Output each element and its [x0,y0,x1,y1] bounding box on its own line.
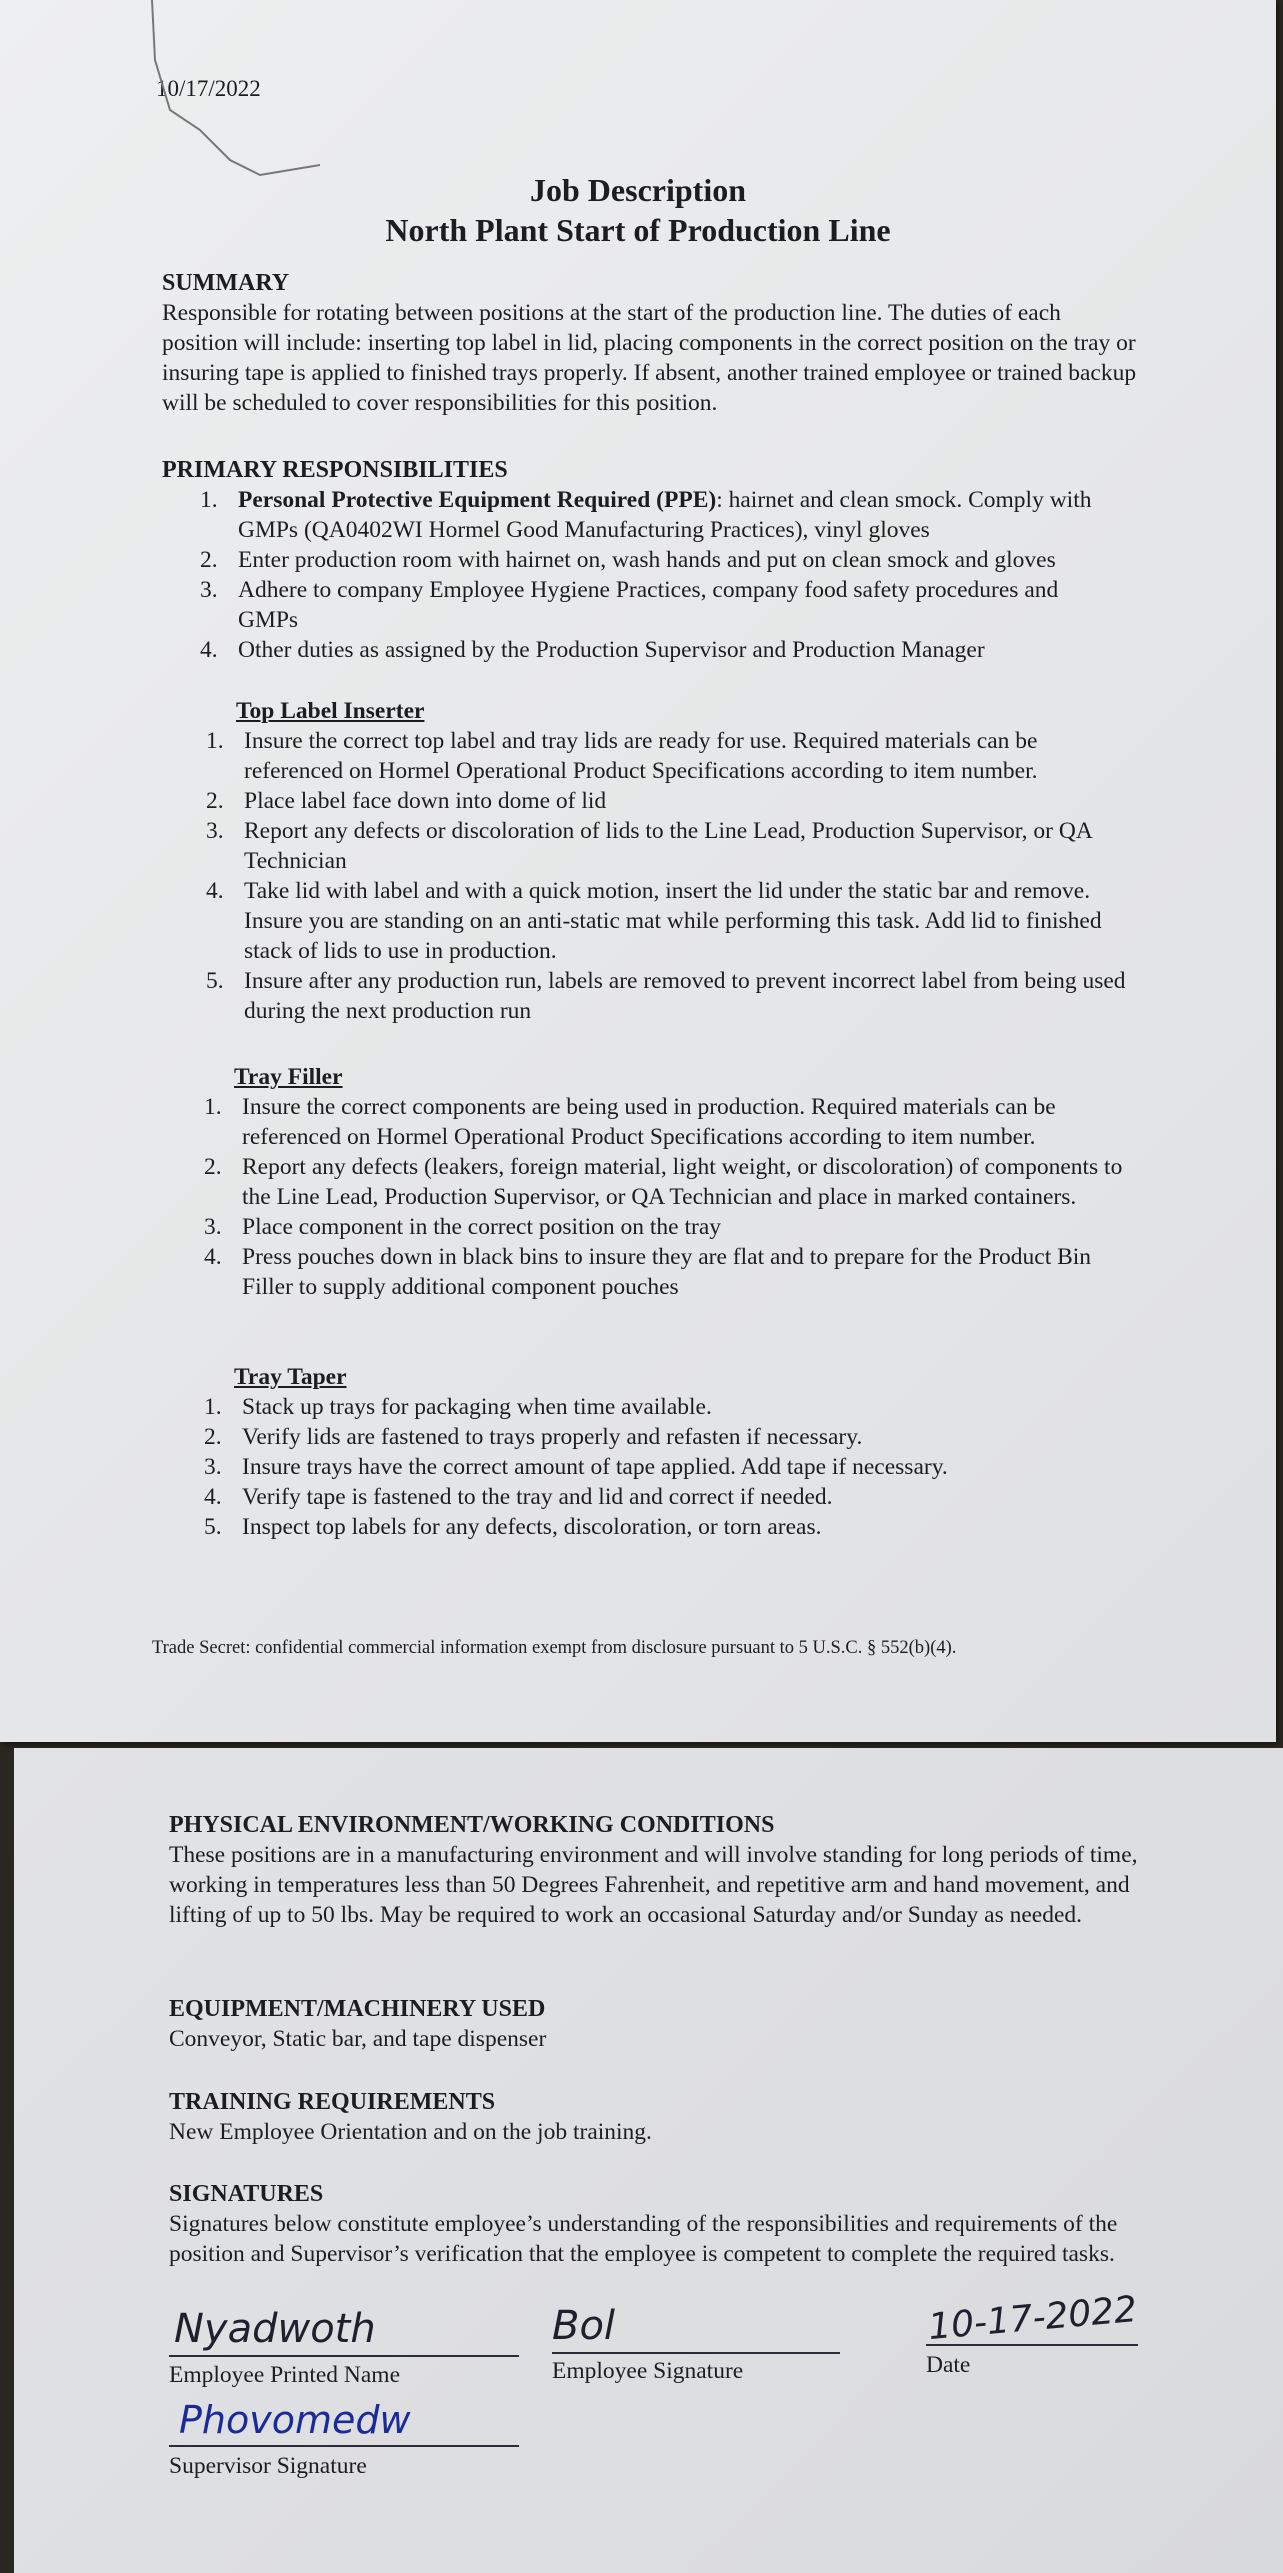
item-text: Report any defects or discoloration of lids to the Line Lead, Production Supervisor, or QA Technician [244,818,1092,874]
tray-filler-heading: Tray Filler [234,1064,343,1090]
printed-name-label: Employee Printed Name [169,2362,401,2388]
signatures-text: Signatures below constitute employee’s understanding of the responsibilities and requirements of the position and Supervisor’s verification that the employee is competent to complete the required tasks. [169,2211,1118,2267]
supervisor-signature-line [169,2445,519,2447]
employee-signature-handwriting: Bol [552,2303,616,2349]
list-item: 1. Personal Protective Equipment Required (PPE): hairnet and clean smock. Comply with GMPs (QA0402WI Hormel Good Manufacturing Practices), vinyl gloves [200,487,1092,543]
supervisor-signature-label: Supervisor Signature [169,2453,367,2479]
item-text: Adhere to company Employee Hygiene Practices, company food safety procedures and GMPs [238,577,1059,633]
training-text: New Employee Orientation and on the job training. [169,2119,652,2145]
date-stamp: 10/17/2022 [156,76,261,101]
list-item: 1. Insure the correct components are being used in production. Required materials can be referenced on Hormel Operational Product Specifications according to item number. [204,1094,1056,1150]
date-line [926,2344,1138,2346]
item-text: Stack up trays for packaging when time available. [242,1394,712,1420]
trade-secret-footer: Trade Secret: confidential commercial information exempt from disclosure pursuant to 5 U.S.C. § 552(b)(4). [152,1638,957,1658]
list-item: 3. Insure trays have the correct amount of tape applied. Add tape if necessary. [204,1454,948,1480]
list-item: 2. Enter production room with hairnet on, wash hands and put on clean smock and gloves [200,547,1056,573]
equipment-section [169,1994,1169,2054]
list-item: 4. Other duties as assigned by the Production Supervisor and Production Manager [200,637,985,663]
list-item: 5. Insure after any production run, labels are removed to prevent incorrect label from being used during the next production run [206,968,1126,1024]
list-item: 4. Press pouches down in black bins to insure they are flat and to prepare for the Product Bin Filler to supply additional component pouches [204,1244,1092,1300]
ppe-label: Personal Protective Equipment Required (PPE) [238,487,717,513]
list-item: 2. Place label face down into dome of lid [206,788,607,814]
training-heading: TRAINING REQUIREMENTS [169,2089,496,2115]
item-text: Place label face down into dome of lid [244,788,607,814]
equipment-heading: EQUIPMENT/MACHINERY USED [169,1996,546,2022]
date-label: Date [926,2352,971,2378]
item-text: Report any defects (leakers, foreign material, light weight, or discoloration) of components to the Line Lead, Production Supervisor, or QA Technician and place in marked containers. [242,1154,1123,1210]
list-item: 3. Adhere to company Employee Hygiene Practices, company food safety procedures and GMPs [200,577,1059,633]
ppe-text: : hairnet and clean smock. Comply with GMPs (QA0402WI Hormel Good Manufacturing Practices), vinyl gloves [238,487,1092,543]
printed-name-line [169,2355,519,2357]
item-text: Enter production room with hairnet on, wash hands and put on clean smock and gloves [238,547,1056,573]
page-two [14,1748,1283,2573]
list-item: 3. Place component in the correct position on the tray [204,1214,721,1240]
item-text: Insure the correct components are being used in production. Required materials can be referenced on Hormel Operational Product Specifications according to item number. [242,1094,1056,1150]
primary-heading: PRIMARY RESPONSIBILITIES [162,457,508,483]
list-item: 5. Inspect top labels for any defects, discoloration, or torn areas. [204,1514,822,1540]
item-text: Insure trays have the correct amount of tape applied. Add tape if necessary. [242,1454,948,1480]
top-label-inserter-section [206,696,1136,1026]
item-text: Take lid with label and with a quick motion, insert the lid under the static bar and remove. Insure you are standing on an anti-static mat while performing this task. Add lid to finished stack of lids to use in production. [244,878,1102,964]
top-label-heading: Top Label Inserter [236,698,425,724]
document-title: Job Description [530,172,746,208]
primary-responsibilities-section [162,455,1122,665]
item-text: Verify tape is fastened to the tray and lid and correct if needed. [242,1484,833,1510]
list-item: 4. Take lid with label and with a quick motion, insert the lid under the static bar and remove. Insure you are standing on an anti-static mat while performing this task. Add lid to finished stack of lids to use in production. [206,878,1102,964]
supervisor-signature-handwriting: Phovomedw [179,2398,411,2442]
item-text: Insure after any production run, labels are removed to prevent incorrect label from being used during the next production run [244,968,1126,1024]
tray-taper-heading: Tray Taper [234,1364,347,1390]
list-item: 3. Report any defects or discoloration of lids to the Line Lead, Production Supervisor, or QA Technician [206,818,1092,874]
environment-heading: PHYSICAL ENVIRONMENT/WORKING CONDITIONS [169,1812,775,1838]
item-text: Verify lids are fastened to trays properly and refasten if necessary. [242,1424,863,1450]
list-item: 1. Stack up trays for packaging when time available. [204,1394,712,1420]
list-item: 2. Verify lids are fastened to trays properly and refasten if necessary. [204,1424,863,1450]
list-item: 1. Insure the correct top label and tray lids are ready for use. Required materials can be referenced on Hormel Operational Product Specifications according to item number. [206,728,1038,784]
tray-taper-section [204,1362,1134,1542]
printed-name-handwriting: Nyadwoth [174,2306,376,2352]
signatures-section [169,2179,1169,2269]
item-text: Other duties as assigned by the Production Supervisor and Production Manager [238,637,985,663]
item-text: Inspect top labels for any defects, discoloration, or torn areas. [242,1514,822,1540]
equipment-text: Conveyor, Static bar, and tape dispenser [169,2026,547,2052]
employee-signature-label: Employee Signature [552,2358,744,2384]
list-item: 4. Verify tape is fastened to the tray and lid and correct if needed. [204,1484,833,1510]
environment-section [169,1810,1169,1930]
summary-text: Responsible for rotating between positions at the start of the production line. The duties of each position will include: inserting top label in lid, placing components in the correct position on the tray or insuring tape is applied to finished trays properly. If absent, another trained employee or trained backup will be scheduled to cover responsibilities for this position. [162,300,1137,416]
training-section [169,2087,1169,2147]
tray-filler-section [204,1062,1134,1302]
item-text: Insure the correct top label and tray lids are ready for use. Required materials can be referenced on Hormel Operational Product Specifications according to item number. [244,728,1038,784]
paper-tear-mark [140,0,380,190]
employee-signature-line [552,2352,840,2354]
date-handwriting: 10-17-2022 [926,2288,1139,2349]
summary-heading: SUMMARY [162,270,290,296]
environment-text: These positions are in a manufacturing environment and will involve standing for long periods of time, working in temperatures less than 50 Degrees Fahrenheit, and repetitive arm and hand movement, and lifting of up to 50 lbs. May be required to work an occasional Saturday and/or Sunday as needed. [169,1842,1138,1928]
list-item: 2. Report any defects (leakers, foreign material, light weight, or discoloration) of components to the Line Lead, Production Supervisor, or QA Technician and place in marked containers. [204,1154,1123,1210]
document-subtitle: North Plant Start of Production Line [385,212,891,248]
signatures-heading: SIGNATURES [169,2181,324,2207]
item-text: Place component in the correct position on the tray [242,1214,721,1240]
item-text: Press pouches down in black bins to insure they are flat and to prepare for the Product Bin Filler to supply additional component pouches [242,1244,1092,1300]
summary-section [162,268,1142,418]
